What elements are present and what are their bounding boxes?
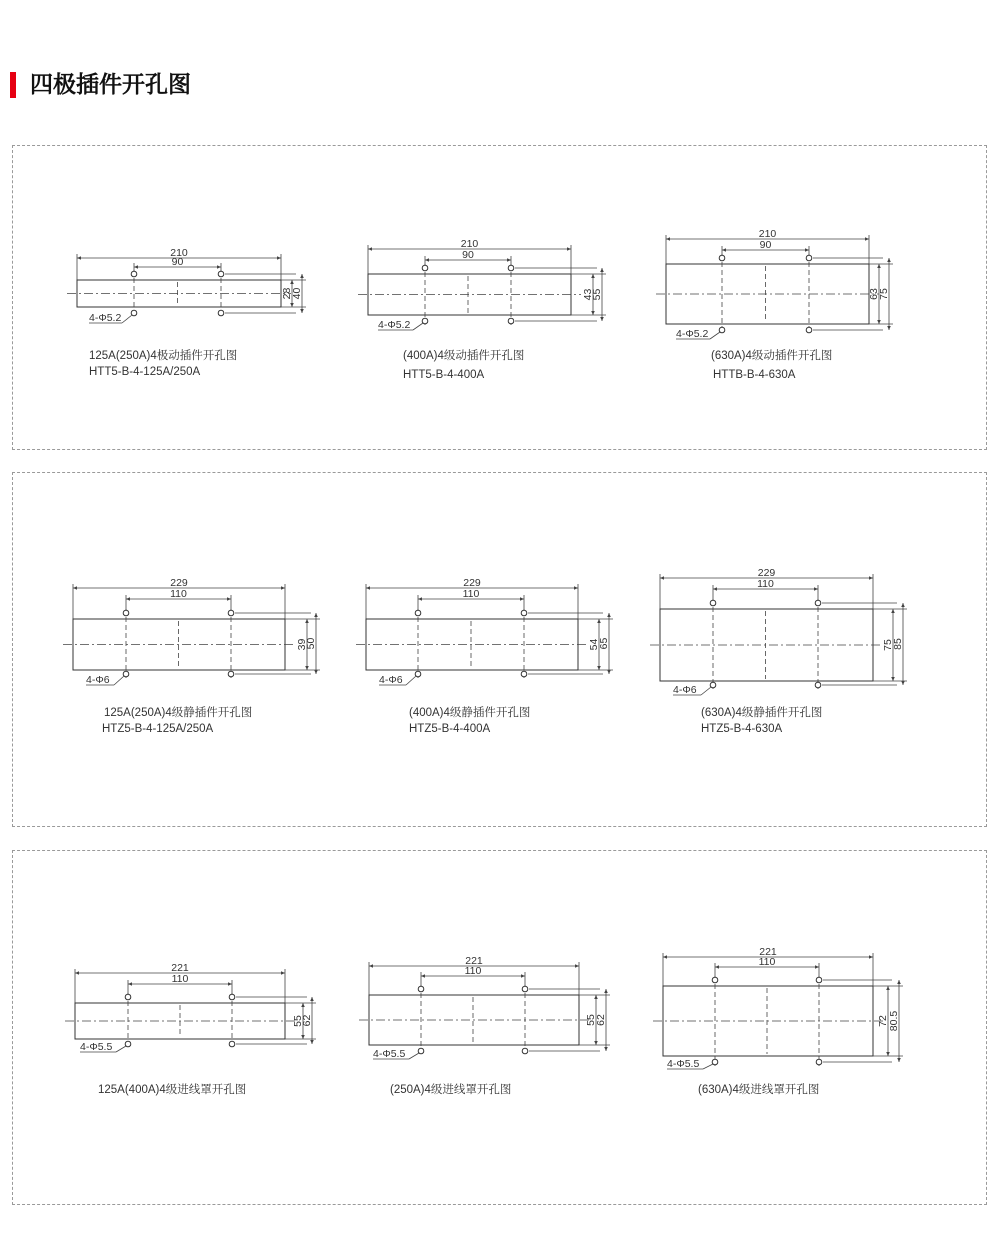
mounting-hole	[131, 271, 137, 277]
drawing-caption: 125A(250A)4极动插件开孔图	[89, 350, 238, 362]
drawing-caption: 125A(250A)4级静插件开孔图	[104, 707, 253, 719]
mounting-hole	[125, 1041, 131, 1047]
inner-height-dim-arrow	[301, 1035, 305, 1039]
hole-spec-label: 4-Φ5.5	[667, 1058, 700, 1070]
overall-width-dim-arrow	[869, 576, 873, 580]
hole-pitch-dim-arrow	[126, 597, 130, 601]
overall-width-dim-arrow	[77, 256, 81, 260]
drawing-model: HTT5-B-4-400A	[403, 369, 485, 381]
hole-leader-line	[406, 676, 416, 685]
inner-height-dim-arrow	[891, 609, 895, 613]
inner-height-dim-arrow	[591, 311, 595, 315]
hole-pitch-dim-label: 110	[170, 588, 187, 600]
drawing-caption: (630A)4级进线罩开孔图	[698, 1084, 820, 1096]
mounting-hole	[816, 977, 822, 983]
hole-leader-line	[703, 1064, 713, 1069]
hole-pitch-dim-label: 90	[759, 239, 772, 251]
mounting-hole	[415, 610, 421, 616]
mounting-hole	[508, 318, 514, 324]
mounting-hole	[125, 994, 131, 1000]
drawing-caption: (630A)4级静插件开孔图	[701, 707, 823, 719]
overall-width-dim-label: 221	[171, 962, 189, 974]
hole-leader-line	[710, 332, 720, 339]
hole-pitch-dim-label: 110	[171, 973, 189, 985]
panel-1-drawings	[13, 146, 988, 451]
overall-width-dim-label: 210	[460, 238, 479, 250]
mounting-hole	[522, 986, 528, 992]
inner-height-dim-arrow	[290, 280, 294, 284]
mounting-hole	[719, 327, 725, 333]
hole-pitch-dim-arrow	[520, 597, 524, 601]
overall-width-dim-arrow	[277, 256, 281, 260]
hole-pitch-dim-arrow	[815, 965, 819, 969]
inner-height-dim-arrow	[597, 666, 601, 670]
mounting-hole	[218, 310, 224, 316]
outer-height-dim-arrow	[897, 980, 901, 984]
inner-height-dim-arrow	[301, 1003, 305, 1007]
hole-pitch-dim-arrow	[521, 974, 525, 978]
inner-height-dim-arrow	[886, 1052, 890, 1056]
outer-height-dim-arrow	[607, 613, 611, 617]
inner-height-dim-label: 43	[582, 288, 594, 301]
inner-height-dim-arrow	[305, 666, 309, 670]
drawing-model: HTTB-B-4-630A	[713, 369, 796, 381]
hole-pitch-dim-label: 110	[464, 965, 482, 977]
hole-pitch-dim-arrow	[217, 265, 221, 269]
overall-width-dim-arrow	[660, 576, 664, 580]
drawing-caption: 125A(400A)4级进线罩开孔图	[98, 1084, 247, 1096]
page-title: 四极插件开孔图	[30, 72, 191, 98]
outer-height-dim-arrow	[604, 989, 608, 993]
inner-height-dim-arrow	[305, 619, 309, 623]
mounting-hole	[415, 671, 421, 677]
outer-height-dim-arrow	[887, 258, 891, 262]
outer-height-dim-label: 62	[301, 1014, 313, 1027]
inner-height-dim-label: 55	[292, 1015, 304, 1027]
hole-leader-line	[122, 315, 132, 323]
mounting-hole	[229, 994, 235, 1000]
mounting-hole	[719, 255, 725, 261]
mounting-hole	[710, 682, 716, 688]
panel-3-drawings	[13, 851, 988, 1206]
overall-width-dim-arrow	[574, 586, 578, 590]
inner-height-dim-arrow	[591, 274, 595, 278]
overall-width-dim-label: 221	[465, 955, 483, 967]
panel-2-drawings	[13, 473, 988, 828]
overall-width-dim-arrow	[281, 971, 285, 975]
panel-static-plug	[12, 472, 987, 827]
inner-height-dim-arrow	[877, 264, 881, 268]
hole-pitch-dim-arrow	[805, 248, 809, 252]
hole-spec-label: 4-Φ5.5	[373, 1048, 406, 1060]
hole-spec-label: 4-Φ6	[673, 684, 697, 696]
mounting-hole	[228, 671, 234, 677]
mounting-hole	[131, 310, 137, 316]
outer-height-dim-label: 85	[892, 638, 904, 650]
mounting-hole	[815, 682, 821, 688]
overall-width-dim-arrow	[366, 586, 370, 590]
mounting-hole	[806, 327, 812, 333]
inner-height-dim-arrow	[594, 1041, 598, 1045]
outer-height-dim-label: 80.5	[888, 1010, 900, 1032]
drawing-caption: (250A)4级进线罩开孔图	[390, 1084, 512, 1096]
outer-height-dim-arrow	[887, 326, 891, 330]
outer-height-dim-label: 65	[598, 637, 610, 650]
overall-width-dim-arrow	[663, 955, 667, 959]
mounting-hole	[522, 1048, 528, 1054]
hole-pitch-dim-label: 110	[757, 578, 774, 590]
inner-height-dim-label: 72	[877, 1015, 889, 1027]
hole-spec-label: 4-Φ6	[86, 674, 110, 686]
hole-spec-label: 4-Φ5.2	[676, 328, 709, 340]
outer-height-dim-label: 62	[595, 1014, 607, 1026]
hole-pitch-dim-label: 110	[462, 588, 480, 600]
mounting-hole	[422, 318, 428, 324]
hole-pitch-dim-arrow	[507, 258, 511, 262]
inner-height-dim-label: 28	[281, 287, 293, 300]
hole-leader-line	[413, 323, 423, 330]
hole-pitch-dim-arrow	[228, 982, 232, 986]
outer-height-dim-arrow	[897, 1058, 901, 1062]
hole-leader-line	[409, 1053, 419, 1059]
outer-height-dim-label: 50	[305, 637, 317, 650]
overall-width-dim-label: 229	[170, 577, 188, 589]
drawing-caption: (630A)4级动插件开孔图	[711, 350, 833, 362]
drawing-model: HTZ5-B-4-400A	[409, 723, 491, 735]
mounting-hole	[229, 1041, 235, 1047]
drawing-model: HTZ5-B-4-630A	[701, 723, 783, 735]
panel-dynamic-plug	[12, 145, 987, 450]
outer-height-dim-arrow	[604, 1047, 608, 1051]
hole-spec-label: 4-Φ5.2	[378, 319, 411, 331]
outer-height-dim-arrow	[607, 670, 611, 674]
hole-spec-label: 4-Φ5.5	[80, 1041, 113, 1053]
overall-width-dim-arrow	[865, 237, 869, 241]
hole-pitch-dim-arrow	[418, 597, 422, 601]
overall-width-dim-label: 210	[758, 228, 777, 240]
inner-height-dim-label: 55	[585, 1014, 597, 1026]
outer-height-dim-arrow	[901, 681, 905, 685]
inner-height-dim-arrow	[594, 995, 598, 999]
hole-pitch-dim-arrow	[814, 587, 818, 591]
overall-width-dim-arrow	[75, 971, 79, 975]
hole-pitch-dim-label: 90	[171, 256, 184, 268]
inner-height-dim-arrow	[877, 320, 881, 324]
outer-height-dim-arrow	[314, 670, 318, 674]
drawing-model: HTZ5-B-4-125A/250A	[102, 723, 214, 735]
overall-width-dim-arrow	[575, 964, 579, 968]
overall-width-dim-arrow	[567, 247, 571, 251]
hole-pitch-dim-arrow	[128, 982, 132, 986]
overall-width-dim-arrow	[368, 247, 372, 251]
outer-height-dim-arrow	[310, 1040, 314, 1044]
hole-pitch-dim-arrow	[722, 248, 726, 252]
mounting-hole	[806, 255, 812, 261]
mounting-hole	[816, 1059, 822, 1065]
hole-pitch-dim-label: 110	[758, 956, 776, 968]
outer-height-dim-label: 40	[291, 287, 303, 300]
inner-height-dim-arrow	[597, 619, 601, 623]
mounting-hole	[815, 600, 821, 606]
outer-height-dim-arrow	[310, 997, 314, 1001]
hole-leader-line	[114, 676, 124, 685]
mounting-hole	[712, 977, 718, 983]
hole-pitch-dim-arrow	[227, 597, 231, 601]
hole-pitch-dim-arrow	[134, 265, 138, 269]
mounting-hole	[123, 671, 129, 677]
hole-spec-label: 4-Φ5.2	[89, 312, 122, 324]
mounting-hole	[712, 1059, 718, 1065]
drawing-caption: (400A)4级动插件开孔图	[403, 350, 525, 362]
outer-height-dim-label: 75	[878, 288, 890, 300]
outer-height-dim-arrow	[600, 317, 604, 321]
mounting-hole	[710, 600, 716, 606]
mounting-hole	[521, 610, 527, 616]
mounting-hole	[418, 986, 424, 992]
mounting-hole	[422, 265, 428, 271]
outer-height-dim-arrow	[600, 268, 604, 272]
inner-height-dim-label: 54	[588, 638, 600, 651]
mounting-hole	[521, 671, 527, 677]
overall-width-dim-label: 229	[757, 567, 776, 579]
overall-width-dim-arrow	[869, 955, 873, 959]
overall-width-dim-arrow	[281, 586, 285, 590]
outer-height-dim-arrow	[300, 309, 304, 313]
overall-width-dim-arrow	[73, 586, 77, 590]
drawing-caption: (400A)4级静插件开孔图	[409, 707, 531, 719]
inner-height-dim-arrow	[891, 677, 895, 681]
inner-height-dim-label: 75	[882, 639, 894, 651]
panel-incoming-cover	[12, 850, 987, 1205]
hole-pitch-dim-arrow	[425, 258, 429, 262]
hole-pitch-dim-arrow	[715, 965, 719, 969]
overall-width-dim-label: 229	[463, 577, 481, 589]
mounting-hole	[508, 265, 514, 271]
mounting-hole	[228, 610, 234, 616]
mounting-hole	[218, 271, 224, 277]
overall-width-dim-label: 221	[759, 946, 777, 958]
outer-height-dim-arrow	[901, 603, 905, 607]
inner-height-dim-label: 39	[296, 638, 308, 651]
hole-pitch-dim-arrow	[713, 587, 717, 591]
mounting-hole	[123, 610, 129, 616]
drawing-model: HTT5-B-4-125A/250A	[89, 366, 201, 378]
hole-pitch-dim-arrow	[421, 974, 425, 978]
inner-height-dim-label: 63	[868, 288, 880, 300]
hole-leader-line	[701, 687, 711, 695]
hole-spec-label: 4-Φ6	[379, 674, 403, 686]
outer-height-dim-label: 55	[591, 288, 603, 301]
inner-height-dim-arrow	[290, 303, 294, 307]
outer-height-dim-arrow	[314, 613, 318, 617]
mounting-hole	[418, 1048, 424, 1054]
overall-width-dim-arrow	[369, 964, 373, 968]
outer-height-dim-arrow	[300, 274, 304, 278]
hole-leader-line	[116, 1046, 126, 1052]
title-accent-bar	[10, 72, 16, 98]
inner-height-dim-arrow	[886, 986, 890, 990]
hole-pitch-dim-label: 90	[462, 249, 474, 261]
overall-width-dim-arrow	[666, 237, 670, 241]
overall-width-dim-label: 210	[170, 247, 188, 259]
